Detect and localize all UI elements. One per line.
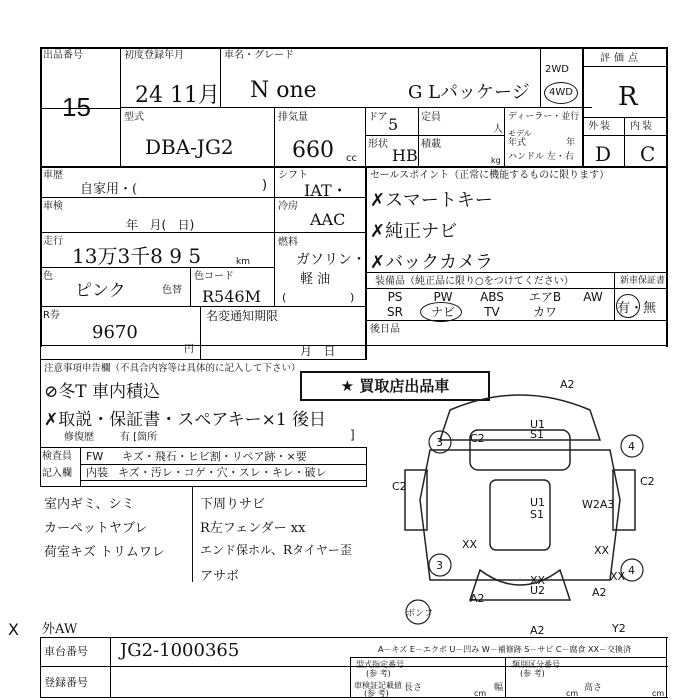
mark-a2-d: A2 — [530, 624, 545, 636]
buyer-stamp: ★ 買取店出品車 — [300, 371, 490, 401]
length-unit: cm — [474, 689, 487, 698]
sales-point-2-text: 純正ナビ — [385, 221, 458, 242]
capacity-label: 定員 — [421, 112, 441, 123]
fuel-paren-close: ) — [350, 291, 355, 304]
diagram-rear — [470, 570, 570, 600]
inspection-label: 車検 — [43, 201, 63, 212]
comment-divider — [192, 487, 193, 582]
mark-a2-top: A2 — [560, 378, 575, 391]
mark-u1-mid: U1 — [530, 496, 546, 509]
model-year-label2: 年式 — [508, 138, 527, 148]
length-label: 長さ — [404, 683, 423, 693]
interior-grade: C — [640, 142, 656, 166]
notice-value: 月 日 — [300, 344, 336, 358]
inspector-label1: 検査員 — [42, 451, 72, 462]
warranty-label: 新車保証書 — [620, 276, 666, 286]
model-cert-ref: (参 考) — [366, 669, 391, 678]
history-value: 自家用・( — [80, 182, 138, 197]
lot-no: 15 — [62, 92, 91, 122]
history-close-paren: ) — [262, 178, 268, 193]
mileage: 13万3千8 9 5 — [72, 244, 202, 268]
size-ref: (参 考) — [364, 689, 389, 698]
r-ticket-label: R券 — [43, 310, 60, 321]
model: DBA-JG2 — [145, 135, 234, 159]
fuel: ガソリン・ — [296, 252, 366, 268]
height-label: 高さ — [584, 683, 603, 693]
note-line-2-text: 取説・保証書・スペアキー×1 後日 — [58, 410, 327, 430]
rating: R — [618, 82, 638, 112]
flap-text: ボンフ — [406, 609, 434, 619]
note-line-1-text: 冬T 車内積込 — [58, 382, 160, 402]
comment-right-3: エンド保ホル、Rタイヤー歪 — [200, 543, 352, 557]
door-label: ドア — [368, 112, 388, 123]
mark-y2: Y2 — [612, 622, 626, 635]
mark-a2-b: A2 — [592, 586, 607, 599]
equip-airbag: エアB — [528, 290, 562, 304]
grade: G Lパッケージ — [408, 82, 530, 103]
mark-c2-b: C2 — [392, 480, 407, 493]
comment-left-2: カーペットヤブレ — [44, 521, 148, 536]
load-label: 積載 — [421, 139, 441, 150]
warranty-circle-mark — [616, 294, 640, 318]
model-label: 型式 — [124, 112, 144, 123]
drive-4wd-circled: 4WD — [544, 82, 578, 104]
inspector-interior-items: キズ・汚レ・コゲ・穴・スレ・キレ・破レ — [118, 466, 327, 479]
year-unit: 年 — [566, 138, 576, 148]
class-label: 類別区分番号 — [512, 660, 560, 669]
equip-ps: PS — [387, 290, 403, 304]
shift: IAT・ — [304, 181, 348, 200]
car-damage-diagram — [370, 370, 666, 636]
mark-w2a3: W2A3 — [582, 498, 615, 511]
chassis-label: 車台番号 — [44, 645, 88, 658]
inspector-interior: 内装 — [86, 466, 108, 479]
door: 5 — [388, 115, 399, 134]
chassis: JG2-1000365 — [120, 640, 240, 661]
handle-label: ハンドル 左・右 — [508, 152, 574, 162]
interior-label: 内装 — [630, 121, 654, 132]
mark-u1-top: U1 — [530, 418, 546, 431]
height-unit: cm — [652, 689, 665, 698]
navi-circle-mark — [420, 302, 462, 322]
notes-label: 注意事項申告欄（不具合内容等は具体的に記入して下さい） — [44, 363, 301, 374]
comment-right-4: アサボ — [200, 569, 240, 584]
warranty-value: 有・無 — [617, 301, 657, 316]
mark-s1-mid: S1 — [530, 508, 544, 521]
r-ticket-unit: 円 — [184, 344, 194, 355]
diagram-front-roof — [440, 395, 600, 440]
inspector-fw: FW — [86, 450, 104, 463]
car-name: N one — [250, 78, 317, 103]
comment-left-3: 荷室キズ トリムワレ — [44, 545, 165, 560]
note-line-1: ⊘冬T 車内積込 — [44, 382, 160, 402]
lot-no-label: 出品番号 — [43, 50, 83, 61]
repair-label: 修復歴 — [64, 432, 94, 443]
cross-mark: X — [8, 620, 19, 639]
person-unit: 人 — [493, 124, 503, 135]
model-year-label: モデル — [508, 129, 532, 138]
shape: HB — [392, 146, 418, 165]
reg-label: 登録番号 — [44, 676, 88, 689]
car-grade-label: 車名・グレード — [224, 50, 294, 61]
diagram-legend: A－キズ E－エクボ U－凹み W－補修跡 S－サビ C－腐食 XX－交換済 — [378, 645, 632, 654]
mark-xx-a: XX — [462, 538, 478, 551]
rating-label: 評価点 — [600, 53, 642, 64]
equipment-label: 装備品（純正品に限り○をつけてください） — [375, 276, 574, 287]
circled-4b: 4 — [628, 564, 635, 577]
circled-3b: 3 — [436, 559, 443, 572]
first-reg-label: 初度登録年月 — [124, 50, 184, 61]
after-label: 後日品 — [370, 324, 400, 335]
equip-tv: TV — [484, 305, 500, 319]
ac: AAC — [310, 210, 346, 229]
km-unit: km — [236, 257, 250, 267]
equip-sr: SR — [387, 305, 403, 319]
sales-point-3: ✗バックカメラ — [370, 252, 494, 273]
sales-point-1: ✗スマートキー — [370, 190, 493, 211]
equip-aw: AW — [583, 290, 603, 304]
equip-pw: PW — [433, 290, 453, 304]
inspection-value: 年 月( 日) — [126, 218, 195, 232]
fuel2: 軽 油 — [300, 272, 331, 287]
drive-2wd: 2WD — [545, 64, 569, 75]
sales-points-label: セールスポイント（正常に機能するものに限ります） — [370, 170, 610, 181]
equip-navi: ナビ — [430, 305, 455, 319]
color-change-label: 色替 — [162, 285, 182, 296]
sales-point-1-text: スマートキー — [385, 190, 493, 211]
mark-c2-c: C2 — [640, 475, 655, 488]
shape-label: 形状 — [368, 139, 388, 150]
fuel-label: 燃料 — [278, 237, 298, 248]
mark-c2-a: C2 — [470, 432, 485, 445]
mark-xx-c: XX — [594, 544, 610, 557]
mark-u2: U2 — [530, 584, 546, 597]
width-unit: cm — [566, 689, 579, 698]
color-label: 色 — [43, 271, 53, 282]
repair-value: 有 [箇所 — [120, 432, 158, 443]
fuel-paren-open: ( — [282, 291, 287, 304]
mark-s1-top: S1 — [530, 428, 544, 441]
inspector-label2: 記入欄 — [42, 468, 72, 479]
exterior-grade: D — [595, 142, 612, 166]
mark-xx-b: XX — [530, 574, 546, 587]
inspector-exterior-items: キズ・飛石・ヒビ割・リペア跡・×要 — [122, 450, 307, 463]
cc-unit: cc — [346, 153, 357, 164]
comment-right-2: R左フェンダー xx — [200, 521, 306, 536]
mark-a2-c: A2 — [470, 592, 485, 605]
notice-label: 名変通知期限 — [206, 309, 279, 323]
r-ticket: 9670 — [92, 322, 138, 343]
displacement: 660 — [292, 138, 334, 163]
circled-3a: 3 — [436, 436, 443, 449]
sales-point-3-text: バックカメラ — [385, 252, 494, 273]
note-line-2: ✗取説・保証書・スペアキー×1 後日 — [44, 410, 327, 430]
history-label: 車歴 — [43, 170, 63, 181]
shift-label: シフト — [278, 170, 308, 181]
color-code-label: 色コード — [194, 271, 234, 282]
equip-leather: カワ — [532, 305, 557, 319]
ac-label: 冷房 — [278, 201, 298, 212]
color-code: R546M — [202, 287, 261, 306]
comment-right-1: 下周りサビ — [200, 497, 266, 512]
circled-4a: 4 — [628, 440, 635, 453]
kg-unit: kg — [491, 156, 501, 165]
model-cert-label: 型式指定番号 — [356, 660, 404, 669]
size-label: 車検証記載値 — [354, 681, 402, 690]
mark-xx-d: XX — [610, 570, 626, 583]
width-label: 幅 — [494, 683, 504, 693]
exterior-label: 外装 — [588, 121, 612, 132]
dealer-label: ディーラー・並行 — [508, 112, 580, 122]
comment-left-1: 室内ギミ、シミ — [44, 497, 135, 512]
mileage-label: 走行 — [43, 236, 63, 247]
footer-note: 外AW — [42, 622, 78, 637]
equip-abs: ABS — [480, 290, 504, 304]
color: ピンク — [75, 281, 126, 301]
first-reg-value: 24 11月 — [135, 83, 220, 108]
displacement-label: 排気量 — [278, 112, 308, 123]
class-ref: (参 考) — [520, 669, 545, 678]
sales-point-2: ✗純正ナビ — [370, 221, 458, 242]
repair-bracket: ] — [350, 428, 355, 442]
